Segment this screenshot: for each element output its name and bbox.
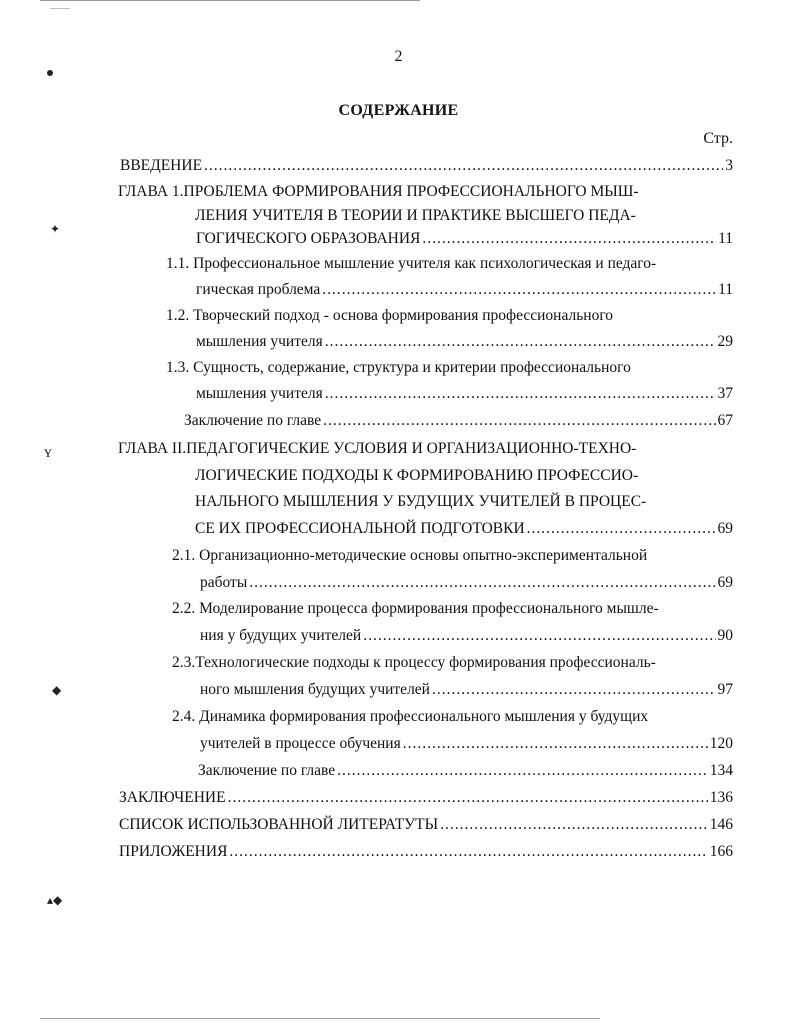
leader-dots	[363, 626, 715, 646]
toc-section-2-3	[200, 680, 733, 700]
toc-entry-title: СПИСОК ИСПОЛЬЗОВАННОЙ ЛИТЕРАТУТЫ	[119, 816, 439, 833]
leader-dots	[229, 842, 707, 862]
toc-entry-title: ПРИЛОЖЕНИЯ	[119, 843, 228, 860]
leader-dots	[403, 734, 708, 754]
toc-section-2-1	[200, 573, 733, 593]
leader-dots	[228, 788, 708, 808]
toc-section-2-3-line-1: 2.3.Технологические подходы к процессу формирования профессиональ-	[172, 654, 656, 671]
toc-entry-page: 166	[709, 843, 733, 860]
toc-section-1-2	[196, 332, 733, 352]
toc-entry-page: 11	[718, 281, 733, 298]
toc-entry-title: ВВЕДЕНИЕ	[120, 157, 203, 174]
toc-entry-title: работы	[200, 574, 248, 591]
toc-entry-conclusion	[119, 788, 733, 808]
leader-dots	[440, 815, 708, 835]
leader-dots	[249, 573, 715, 593]
toc-section-1-3-line-1: 1.3. Сущность, содержание, структура и критерии профессионального	[166, 359, 631, 376]
toc-entry-title: гическая проблема	[196, 281, 321, 298]
leader-dots	[322, 280, 716, 300]
toc-entry-page: 90	[717, 627, 733, 644]
toc-entry-page: 3	[725, 157, 733, 174]
page-number: 2	[394, 48, 403, 65]
toc-entry-title: Заключение по главе	[184, 412, 322, 429]
page-column-label: Стр.	[703, 130, 733, 147]
toc-entry-page: 29	[717, 333, 733, 350]
toc-entry-literature	[119, 815, 733, 835]
toc-entry-page: 67	[717, 412, 733, 429]
toc-chapter-2-conclusion	[198, 761, 733, 781]
toc-section-2-1-line-1: 2.1. Организационно-методические основы опытно-экспериментальной	[172, 547, 648, 564]
toc-section-2-2-line-1: 2.2. Моделирование процесса формирования профессионального мышле-	[172, 600, 659, 617]
toc-section-1-2-line-1: 1.2. Творческий подход - основа формирования профессионального	[166, 307, 614, 324]
toc-section-1-1	[196, 280, 733, 300]
toc-entry-title: мышления учителя	[196, 333, 323, 350]
toc-entry-page: 69	[717, 574, 733, 591]
toc-section-2-4	[200, 734, 733, 754]
toc-entry-title: ного мышления будущих учителей	[200, 681, 430, 698]
toc-chapter-2-line-2: ЛОГИЧЕСКИЕ ПОДХОДЫ К ФОРМИРОВАНИЮ ПРОФЕССИО-	[195, 467, 639, 484]
toc-entry-page: 97	[717, 681, 733, 698]
toc-chapter-1	[196, 229, 733, 249]
toc-entry-title: СЕ ИХ ПРОФЕССИОНАЛЬНОЙ ПОДГОТОВКИ	[195, 520, 525, 537]
toc-entry-title: ГОГИЧЕСКОГО ОБРАЗОВАНИЯ	[196, 230, 421, 247]
bottom-rule	[40, 1018, 600, 1019]
toc-entry-page: 69	[717, 520, 733, 537]
toc-chapter-2	[195, 519, 733, 539]
leader-dots	[432, 680, 716, 700]
toc-entry-title: Заключение по главе	[198, 762, 336, 779]
toc-entry-appendix	[119, 842, 733, 862]
leader-dots	[204, 156, 723, 176]
toc-entry-title: мышления учителя	[196, 385, 323, 402]
page-title: СОДЕРЖАНИЕ	[338, 102, 459, 119]
leader-dots	[323, 411, 715, 431]
toc-chapter-2-line-1: ГЛАВА II.ПЕДАГОГИЧЕСКИЕ УСЛОВИЯ И ОРГАНИЗАЦИОННО-ТЕХНО-	[118, 440, 637, 457]
toc-entry-page: 37	[717, 385, 733, 402]
toc-entry-title: учителей в процессе обучения	[200, 735, 401, 752]
margin-mark: ◆	[52, 683, 62, 697]
toc-section-2-4-line-1: 2.4. Динамика формирования профессионального мышления у будущих	[172, 708, 649, 725]
margin-dot	[47, 70, 53, 76]
toc-entry-page: 136	[709, 789, 733, 806]
toc-entry-page: 120	[709, 735, 733, 752]
toc-entry-page: 146	[709, 816, 733, 833]
toc-section-2-2	[200, 626, 733, 646]
toc-entry-page: 11	[718, 230, 733, 247]
toc-chapter-1-line-2: ЛЕНИЯ УЧИТЕЛЯ В ТЕОРИИ И ПРАКТИКЕ ВЫСШЕГО ПЕДА-	[195, 207, 636, 224]
toc-chapter-1-conclusion	[184, 411, 733, 431]
toc-chapter-1-line-1: ГЛАВА 1.ПРОБЛЕМА ФОРМИРОВАНИЯ ПРОФЕССИОНАЛЬНОГО МЫШ-	[118, 183, 639, 200]
leader-dots	[325, 332, 716, 352]
leader-dots	[337, 761, 708, 781]
toc-entry-title: ЗАКЛЮЧЕНИЕ	[119, 789, 226, 806]
toc-section-1-3	[196, 384, 733, 404]
toc-chapter-2-line-3: НАЛЬНОГО МЫШЛЕНИЯ У БУДУЩИХ УЧИТЕЛЕЙ В ПРОЦЕС-	[195, 493, 647, 510]
top-mark	[50, 8, 70, 9]
toc-entry-intro	[120, 156, 733, 176]
margin-mark: ▴◆	[47, 893, 63, 907]
toc-section-1-1-line-1: 1.1. Профессиональное мышление учителя как психологическая и педаго-	[166, 255, 657, 272]
leader-dots	[422, 229, 716, 249]
leader-dots	[527, 519, 716, 539]
top-rule	[40, 0, 420, 1]
margin-mark: ✦	[50, 222, 61, 236]
toc-entry-page: 134	[709, 762, 733, 779]
toc-entry-title: ния у будущих учителей	[200, 627, 362, 644]
leader-dots	[325, 384, 716, 404]
margin-mark: ʏ	[44, 444, 52, 461]
